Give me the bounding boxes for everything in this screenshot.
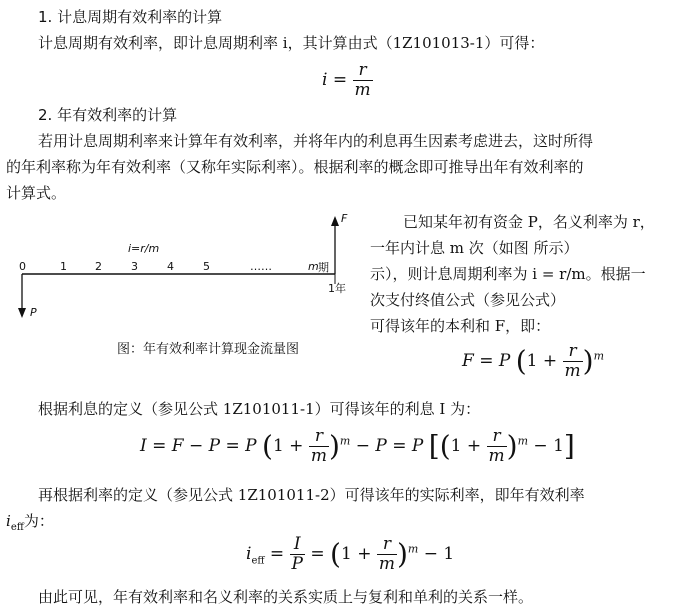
tick-0: 0 bbox=[19, 260, 26, 273]
eq3-den-2: m bbox=[488, 446, 505, 466]
paragraph-4-cont bbox=[6, 510, 54, 533]
eq3-p4: P bbox=[411, 436, 424, 456]
year-label: 1年 bbox=[328, 282, 346, 295]
conclusion: 由此可见，年有效利率和名义利率的关系实质上与复利和单利的关系一样。 bbox=[38, 588, 534, 606]
tick-4: 4 bbox=[167, 260, 174, 273]
eq3-i: I bbox=[140, 436, 147, 456]
eq4-exp: m bbox=[407, 542, 419, 556]
f-arrow-head bbox=[331, 216, 339, 226]
paragraph-2-line-2: 的年利率称为年有效利率（又称年实际利率）。根据利率的概念即可推导出年有效利率的 bbox=[6, 158, 584, 176]
side-text-line-4: 次支付终值公式（参见公式） bbox=[370, 291, 566, 309]
diagram-caption: 图：年有效利率计算现金流量图 bbox=[117, 342, 300, 357]
paragraph-4-tail: 为： bbox=[23, 512, 54, 530]
eq1-lhs: i bbox=[322, 70, 328, 90]
eq2-numerator: r bbox=[563, 343, 583, 362]
side-text-line-5: 可得该年的本利和 F，即： bbox=[370, 317, 551, 335]
eq4-one: 1 bbox=[443, 544, 455, 564]
eq4-den-m: m bbox=[378, 554, 395, 574]
side-text-line-2: 一年内计息 m 次（如图 所示） bbox=[370, 239, 579, 257]
ieff-sub: eff bbox=[10, 522, 24, 533]
tick-ellipsis: …… bbox=[250, 260, 272, 273]
eq2-denominator: m bbox=[564, 361, 581, 381]
side-text-line-1: 已知某年初有资金 P，名义利率为 r， bbox=[403, 213, 655, 231]
eq2-p: P bbox=[498, 351, 511, 371]
paragraph-2-line-3: 计算式。 bbox=[6, 184, 67, 202]
eq1-numerator: r bbox=[353, 62, 373, 81]
side-text-line-3: 示），则计息周期利率为 i = r/m。根据一 bbox=[370, 265, 646, 283]
eq3-num-1: r bbox=[309, 428, 329, 447]
tick-5: 5 bbox=[203, 260, 210, 273]
paragraph-4: 再根据利率的定义（参见公式 1Z101011-2）可得该年的实际利率，即年有效利率 bbox=[38, 486, 585, 504]
equation-2: F = P (1 + $\frac{r}{m}$ )$^m$ bbox=[462, 341, 605, 381]
paragraph-2-line-1: 若用计息周期利率来计算年有效利率，并将年内的利息再生因素考虑进去，这时所得 bbox=[38, 132, 594, 150]
eq4-ieff-sub: eff bbox=[251, 555, 265, 567]
eq4-ieff-base: i bbox=[246, 544, 252, 564]
eq3-p1: P bbox=[208, 436, 221, 456]
equation-3: I = F − P = P (1 + $\frac{r}{m}$ )$^m$ − P = P [(1 + $\frac{r}{m}$ )$^m$ − 1] bbox=[140, 426, 575, 466]
tick-3: 3 bbox=[131, 260, 138, 273]
eq3-p2: P bbox=[245, 436, 257, 456]
equation-4: $i_{eff}$ = $\frac{I}{P}$ = (1 + $\frac{r}{m}$ )$^m$ − 1 bbox=[246, 534, 455, 574]
eq3-f: F bbox=[171, 436, 184, 456]
section-heading-1: 1. 计息周期有效利率的计算 bbox=[38, 8, 223, 26]
eq4-den-p: P bbox=[291, 554, 303, 574]
f-label: F bbox=[341, 212, 348, 225]
eq3-one: 1 bbox=[553, 436, 564, 456]
paragraph-1: 计息周期有效利率，即计息周期利率 i，其计算由式（1Z101013-1）可得： bbox=[38, 34, 545, 52]
p-arrow-head bbox=[18, 308, 26, 318]
rate-label: i=r/m bbox=[128, 242, 160, 255]
eq3-exp-2: m bbox=[517, 434, 529, 448]
eq4-num-i: I bbox=[290, 536, 305, 555]
cash-flow-diagram bbox=[10, 212, 355, 332]
ieff-base: i bbox=[6, 512, 11, 530]
p-label: P bbox=[30, 306, 37, 319]
eq4-num-r: r bbox=[377, 536, 397, 555]
section-heading-2: 2. 年有效利率的计算 bbox=[38, 106, 178, 124]
period-label: 期 bbox=[318, 261, 329, 274]
eq1-denominator: m bbox=[354, 80, 371, 100]
eq2-lhs: F bbox=[462, 351, 474, 371]
tick-m: m bbox=[308, 260, 319, 273]
eq3-exp-1: m bbox=[339, 434, 351, 448]
tick-1: 1 bbox=[60, 260, 67, 273]
eq3-num-2: r bbox=[487, 428, 507, 447]
tick-2: 2 bbox=[95, 260, 102, 273]
equation-1: i = $\frac{r}{m}$ bbox=[322, 60, 371, 100]
eq2-exponent: m bbox=[593, 349, 605, 363]
eq3-p3: P bbox=[375, 436, 387, 456]
paragraph-3: 根据利息的定义（参见公式 1Z101011-1）可得该年的利息 I 为： bbox=[38, 400, 481, 418]
eq3-den-1: m bbox=[310, 446, 327, 466]
